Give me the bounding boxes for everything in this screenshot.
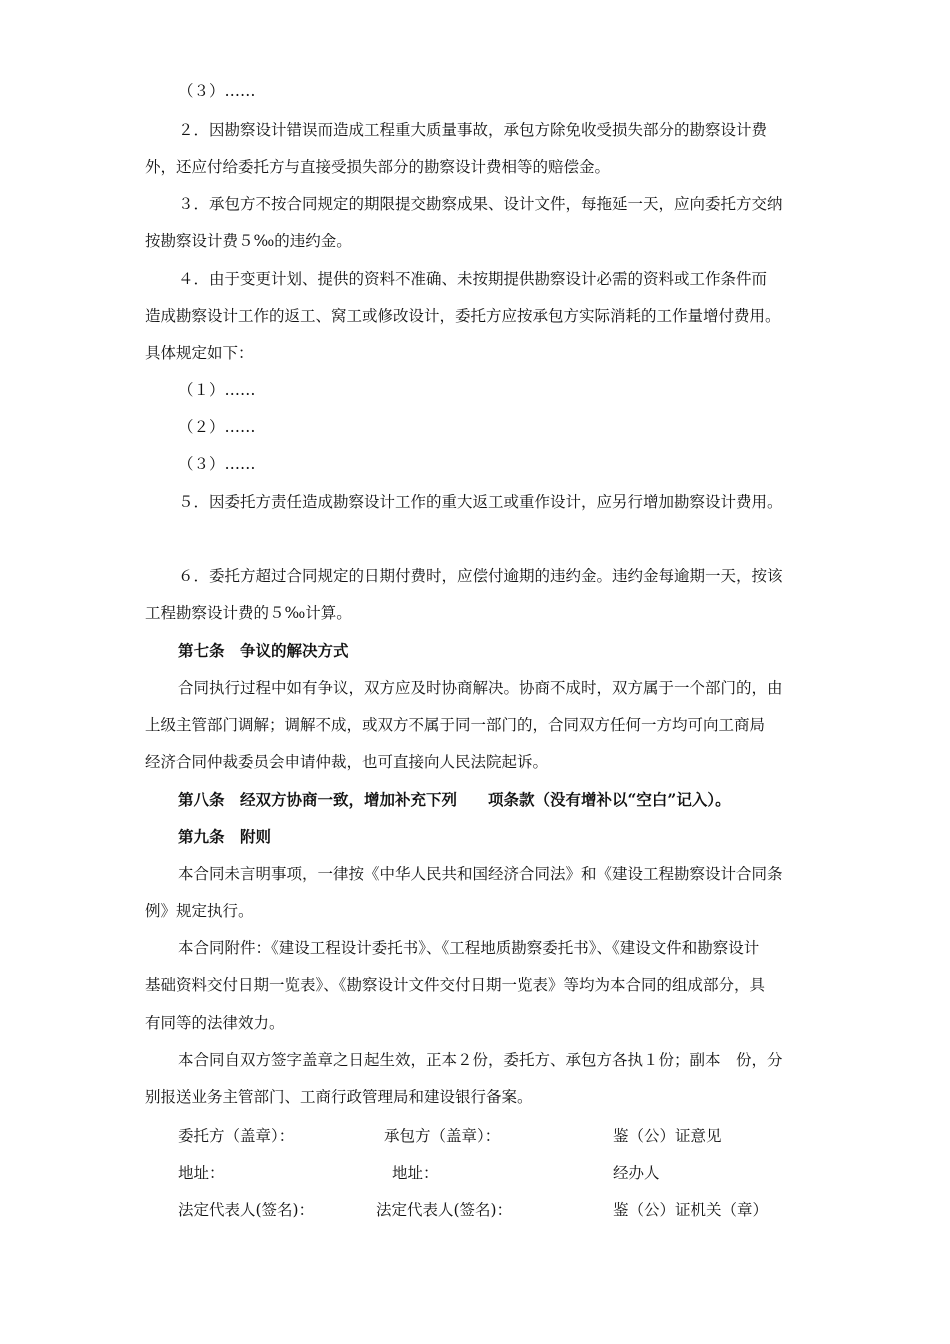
contractor-seal-label: 承包方（盖章）： [384, 1127, 501, 1145]
article-7-line-2: 上级主管部门调解；调解不成，或双方不属于同一部门的，合同双方任何一方均可向工商局 [145, 716, 766, 734]
article-9-para-2-line-2: 基础资料交付日期一览表》、《勘察设计文件交付日期一览表》等均为本合同的组成部分，具 [145, 976, 766, 994]
article-9-para-1-line-1: 本合同未言明事项，一律按《中华人民共和国经济合同法》和《建设工程勘察设计合同条 [178, 865, 783, 883]
clause-4-line-2: 造成勘察设计工作的返工、窝工或修改设计，委托方应按承包方实际消耗的工作量增付费用。 [145, 307, 781, 325]
article-8-heading: 第八条 经双方协商一致，增加补充下列 项条款（没有增补以“空白”记入）。 [178, 790, 731, 809]
article-7-line-1: 合同执行过程中如有争议，双方应及时协商解决。协商不成时，双方属于一个部门的，由 [178, 679, 783, 697]
contractor-address-label: 地址： [392, 1164, 439, 1182]
article-7-line-3: 经济合同仲裁委员会申请仲裁，也可直接向人民法院起诉。 [145, 753, 549, 771]
client-seal-label: 委托方（盖章）： [178, 1127, 295, 1145]
article-9-heading: 第九条 附则 [178, 827, 272, 846]
clause-4-line-1: ４．由于变更计划、提供的资料不准确、未按期提供勘察设计必需的资料或工作条件而 [178, 270, 768, 288]
clause-4-line-3: 具体规定如下： [145, 344, 254, 362]
client-representative-label: 法定代表人(签名)： [178, 1201, 315, 1219]
item-3-placeholder: （３）…… [178, 82, 256, 100]
article-9-para-3-line-1: 本合同自双方签字盖章之日起生效，正本２份，委托方、承包方各执１份；副本 份，分 [178, 1051, 783, 1069]
clause-6-line-2: 工程勘察设计费的５‰计算。 [145, 604, 352, 622]
client-address-label: 地址： [178, 1164, 225, 1182]
notary-agency-label: 鉴（公）证机关（章） [613, 1201, 769, 1219]
contractor-representative-label: 法定代表人(签名)： [376, 1201, 513, 1219]
article-7-heading: 第七条 争议的解决方式 [178, 641, 349, 660]
article-9-para-2-line-3: 有同等的法律效力。 [145, 1014, 285, 1032]
item-1-placeholder: （１）…… [178, 381, 256, 399]
clause-6-line-1: ６．委托方超过合同规定的日期付费时，应偿付逾期的违约金。违约金每逾期一天，按该 [178, 567, 783, 585]
clause-2-line-1: ２．因勘察设计错误而造成工程重大质量事故，承包方除免收受损失部分的勘察设计费 [178, 121, 768, 139]
clause-5-line-1: ５．因委托方责任造成勘察设计工作的重大返工或重作设计，应另行增加勘察设计费用。 [178, 493, 783, 511]
item-2-placeholder: （２）…… [178, 418, 256, 436]
item-3b-placeholder: （３）…… [178, 455, 256, 473]
clause-3-line-2: 按勘察设计费５‰的违约金。 [145, 232, 352, 250]
article-9-para-1-line-2: 例》规定执行。 [145, 902, 254, 920]
clause-3-line-1: ３．承包方不按合同规定的期限提交勘察成果、设计文件，每拖延一天，应向委托方交纳 [178, 195, 783, 213]
handler-label: 经办人 [613, 1164, 660, 1182]
article-9-para-3-line-2: 别报送业务主管部门、工商行政管理局和建设银行备案。 [145, 1088, 533, 1106]
clause-2-line-2: 外，还应付给委托方与直接受损失部分的勘察设计费相等的赔偿金。 [145, 158, 611, 176]
notary-opinion-label: 鉴（公）证意见 [613, 1127, 722, 1145]
article-9-para-2-line-1: 本合同附件：《建设工程设计委托书》、《工程地质勘察委托书》、《建设文件和勘察设计 [178, 939, 760, 957]
